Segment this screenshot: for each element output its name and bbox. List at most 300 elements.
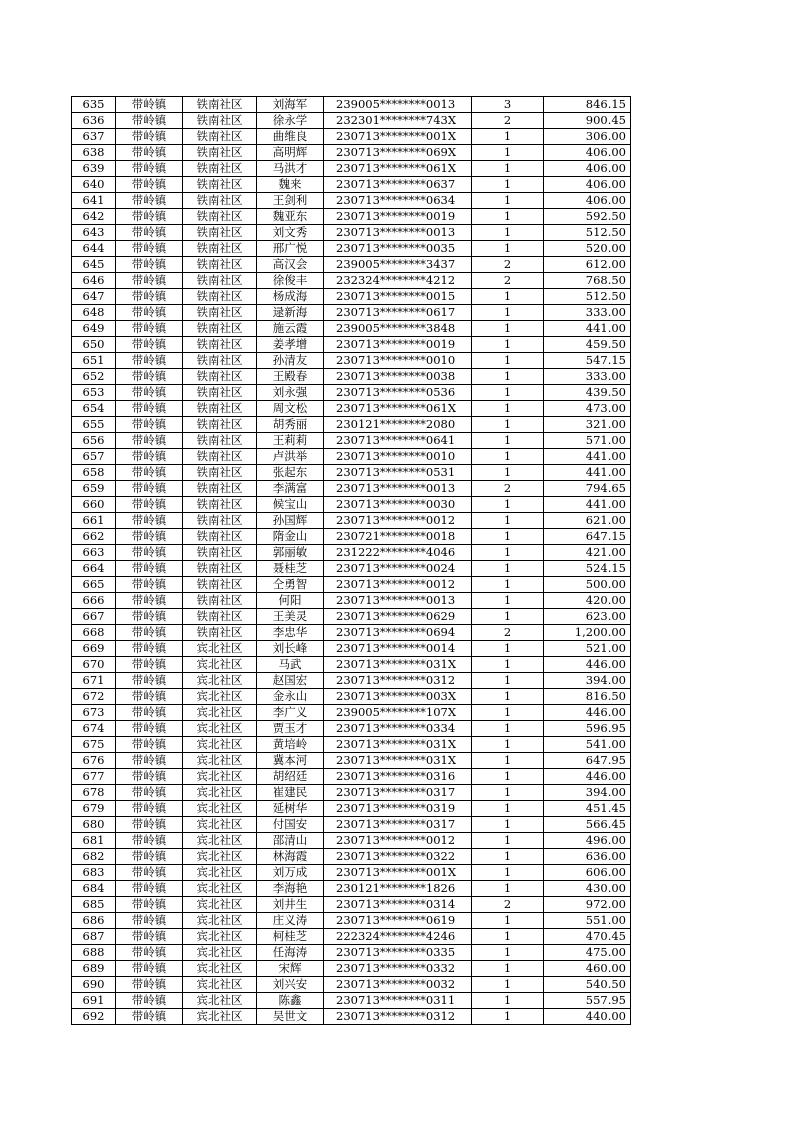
community-cell: 铁南社区 bbox=[183, 353, 257, 369]
name-cell: 张起东 bbox=[257, 465, 324, 481]
table-row bbox=[72, 833, 631, 849]
id-number-cell: 230713********0322 bbox=[324, 849, 472, 865]
amount-cell: 816.50 bbox=[544, 689, 631, 705]
row-number: 689 bbox=[72, 961, 116, 977]
table-row bbox=[72, 881, 631, 897]
name-cell: 贾玉才 bbox=[257, 721, 324, 737]
community-cell: 铁南社区 bbox=[183, 177, 257, 193]
table-row bbox=[72, 545, 631, 561]
row-number: 638 bbox=[72, 145, 116, 161]
row-number: 639 bbox=[72, 161, 116, 177]
count-cell: 2 bbox=[472, 257, 544, 273]
amount-cell: 441.00 bbox=[544, 449, 631, 465]
amount-cell: 470.45 bbox=[544, 929, 631, 945]
table-row bbox=[72, 177, 631, 193]
amount-cell: 571.00 bbox=[544, 433, 631, 449]
town-cell: 带岭镇 bbox=[116, 273, 183, 289]
name-cell: 卢洪举 bbox=[257, 449, 324, 465]
town-cell: 带岭镇 bbox=[116, 417, 183, 433]
town-cell: 带岭镇 bbox=[116, 721, 183, 737]
community-cell: 铁南社区 bbox=[183, 145, 257, 161]
count-cell: 1 bbox=[472, 241, 544, 257]
amount-cell: 647.95 bbox=[544, 753, 631, 769]
amount-cell: 606.00 bbox=[544, 865, 631, 881]
community-cell: 铁南社区 bbox=[183, 433, 257, 449]
count-cell: 3 bbox=[472, 97, 544, 113]
amount-cell: 551.00 bbox=[544, 913, 631, 929]
row-number: 683 bbox=[72, 865, 116, 881]
id-number-cell: 222324********4246 bbox=[324, 929, 472, 945]
table-row bbox=[72, 161, 631, 177]
name-cell: 隋金山 bbox=[257, 529, 324, 545]
row-number: 640 bbox=[72, 177, 116, 193]
amount-cell: 557.95 bbox=[544, 993, 631, 1009]
name-cell: 任海涛 bbox=[257, 945, 324, 961]
row-number: 653 bbox=[72, 385, 116, 401]
count-cell: 2 bbox=[472, 273, 544, 289]
id-number-cell: 232301********743X bbox=[324, 113, 472, 129]
town-cell: 带岭镇 bbox=[116, 849, 183, 865]
community-cell: 宾北社区 bbox=[183, 977, 257, 993]
table-row bbox=[72, 241, 631, 257]
town-cell: 带岭镇 bbox=[116, 321, 183, 337]
table-row bbox=[72, 273, 631, 289]
amount-cell: 547.15 bbox=[544, 353, 631, 369]
town-cell: 带岭镇 bbox=[116, 401, 183, 417]
table-row bbox=[72, 561, 631, 577]
row-number: 672 bbox=[72, 689, 116, 705]
name-cell: 姜孝增 bbox=[257, 337, 324, 353]
row-number: 677 bbox=[72, 769, 116, 785]
town-cell: 带岭镇 bbox=[116, 785, 183, 801]
community-cell: 铁南社区 bbox=[183, 241, 257, 257]
town-cell: 带岭镇 bbox=[116, 801, 183, 817]
amount-cell: 768.50 bbox=[544, 273, 631, 289]
amount-cell: 566.45 bbox=[544, 817, 631, 833]
id-number-cell: 230713********0619 bbox=[324, 913, 472, 929]
table-row bbox=[72, 945, 631, 961]
name-cell: 黄培岭 bbox=[257, 737, 324, 753]
community-cell: 铁南社区 bbox=[183, 465, 257, 481]
row-number: 684 bbox=[72, 881, 116, 897]
name-cell: 胡秀丽 bbox=[257, 417, 324, 433]
table-row bbox=[72, 609, 631, 625]
community-cell: 宾北社区 bbox=[183, 993, 257, 1009]
town-cell: 带岭镇 bbox=[116, 289, 183, 305]
amount-cell: 394.00 bbox=[544, 785, 631, 801]
town-cell: 带岭镇 bbox=[116, 913, 183, 929]
id-number-cell: 230713********0312 bbox=[324, 673, 472, 689]
count-cell: 1 bbox=[472, 433, 544, 449]
name-cell: 胡绍廷 bbox=[257, 769, 324, 785]
name-cell: 候宝山 bbox=[257, 497, 324, 513]
town-cell: 带岭镇 bbox=[116, 865, 183, 881]
community-cell: 铁南社区 bbox=[183, 113, 257, 129]
table-row bbox=[72, 849, 631, 865]
row-number: 665 bbox=[72, 577, 116, 593]
count-cell: 1 bbox=[472, 801, 544, 817]
count-cell: 1 bbox=[472, 209, 544, 225]
amount-cell: 420.00 bbox=[544, 593, 631, 609]
id-number-cell: 230713********0317 bbox=[324, 785, 472, 801]
community-cell: 铁南社区 bbox=[183, 369, 257, 385]
town-cell: 带岭镇 bbox=[116, 369, 183, 385]
table-row bbox=[72, 129, 631, 145]
count-cell: 1 bbox=[472, 1009, 544, 1025]
name-cell: 曲维良 bbox=[257, 129, 324, 145]
table-row bbox=[72, 257, 631, 273]
table-row bbox=[72, 417, 631, 433]
id-number-cell: 230713********0010 bbox=[324, 449, 472, 465]
count-cell: 1 bbox=[472, 849, 544, 865]
row-number: 644 bbox=[72, 241, 116, 257]
table-row bbox=[72, 577, 631, 593]
id-number-cell: 230713********031X bbox=[324, 753, 472, 769]
row-number: 688 bbox=[72, 945, 116, 961]
amount-cell: 1,200.00 bbox=[544, 625, 631, 641]
count-cell: 1 bbox=[472, 593, 544, 609]
id-number-cell: 230713********0617 bbox=[324, 305, 472, 321]
table-row bbox=[72, 385, 631, 401]
community-cell: 铁南社区 bbox=[183, 561, 257, 577]
table-row bbox=[72, 737, 631, 753]
count-cell: 1 bbox=[472, 417, 544, 433]
community-cell: 铁南社区 bbox=[183, 609, 257, 625]
table-row bbox=[72, 97, 631, 113]
table-row bbox=[72, 113, 631, 129]
table-row bbox=[72, 481, 631, 497]
name-cell: 林海霞 bbox=[257, 849, 324, 865]
amount-cell: 473.00 bbox=[544, 401, 631, 417]
name-cell: 宋辉 bbox=[257, 961, 324, 977]
amount-cell: 421.00 bbox=[544, 545, 631, 561]
town-cell: 带岭镇 bbox=[116, 993, 183, 1009]
town-cell: 带岭镇 bbox=[116, 129, 183, 145]
id-number-cell: 230713********0013 bbox=[324, 225, 472, 241]
community-cell: 铁南社区 bbox=[183, 161, 257, 177]
id-number-cell: 230713********0010 bbox=[324, 353, 472, 369]
community-cell: 宾北社区 bbox=[183, 673, 257, 689]
name-cell: 邢广悦 bbox=[257, 241, 324, 257]
town-cell: 带岭镇 bbox=[116, 97, 183, 113]
id-number-cell: 230713********0012 bbox=[324, 513, 472, 529]
town-cell: 带岭镇 bbox=[116, 561, 183, 577]
row-number: 650 bbox=[72, 337, 116, 353]
id-number-cell: 230713********0013 bbox=[324, 593, 472, 609]
community-cell: 宾北社区 bbox=[183, 721, 257, 737]
row-number: 658 bbox=[72, 465, 116, 481]
row-number: 642 bbox=[72, 209, 116, 225]
table-row bbox=[72, 337, 631, 353]
table-row bbox=[72, 1009, 631, 1025]
community-cell: 铁南社区 bbox=[183, 593, 257, 609]
name-cell: 邵清山 bbox=[257, 833, 324, 849]
town-cell: 带岭镇 bbox=[116, 465, 183, 481]
town-cell: 带岭镇 bbox=[116, 641, 183, 657]
town-cell: 带岭镇 bbox=[116, 945, 183, 961]
row-number: 643 bbox=[72, 225, 116, 241]
table-row bbox=[72, 497, 631, 513]
table-row bbox=[72, 817, 631, 833]
count-cell: 1 bbox=[472, 161, 544, 177]
id-number-cell: 230713********001X bbox=[324, 865, 472, 881]
amount-cell: 592.50 bbox=[544, 209, 631, 225]
count-cell: 1 bbox=[472, 929, 544, 945]
amount-cell: 394.00 bbox=[544, 673, 631, 689]
amount-cell: 441.00 bbox=[544, 497, 631, 513]
table-row bbox=[72, 289, 631, 305]
town-cell: 带岭镇 bbox=[116, 193, 183, 209]
id-number-cell: 230713********0311 bbox=[324, 993, 472, 1009]
name-cell: 庄义涛 bbox=[257, 913, 324, 929]
town-cell: 带岭镇 bbox=[116, 833, 183, 849]
count-cell: 1 bbox=[472, 753, 544, 769]
id-number-cell: 230713********0641 bbox=[324, 433, 472, 449]
count-cell: 1 bbox=[472, 545, 544, 561]
table-row bbox=[72, 641, 631, 657]
count-cell: 1 bbox=[472, 705, 544, 721]
town-cell: 带岭镇 bbox=[116, 241, 183, 257]
amount-cell: 512.50 bbox=[544, 289, 631, 305]
town-cell: 带岭镇 bbox=[116, 385, 183, 401]
amount-cell: 460.00 bbox=[544, 961, 631, 977]
community-cell: 宾北社区 bbox=[183, 849, 257, 865]
row-number: 686 bbox=[72, 913, 116, 929]
community-cell: 铁南社区 bbox=[183, 305, 257, 321]
amount-cell: 521.00 bbox=[544, 641, 631, 657]
count-cell: 1 bbox=[472, 785, 544, 801]
table-row bbox=[72, 433, 631, 449]
id-number-cell: 230713********0637 bbox=[324, 177, 472, 193]
row-number: 646 bbox=[72, 273, 116, 289]
count-cell: 1 bbox=[472, 833, 544, 849]
name-cell: 郭丽敏 bbox=[257, 545, 324, 561]
count-cell: 2 bbox=[472, 897, 544, 913]
amount-cell: 446.00 bbox=[544, 657, 631, 673]
amount-cell: 430.00 bbox=[544, 881, 631, 897]
name-cell: 杨成海 bbox=[257, 289, 324, 305]
name-cell: 陈鑫 bbox=[257, 993, 324, 1009]
name-cell: 施云霞 bbox=[257, 321, 324, 337]
row-number: 692 bbox=[72, 1009, 116, 1025]
row-number: 647 bbox=[72, 289, 116, 305]
row-number: 651 bbox=[72, 353, 116, 369]
town-cell: 带岭镇 bbox=[116, 1009, 183, 1025]
table-row bbox=[72, 353, 631, 369]
name-cell: 柯桂芝 bbox=[257, 929, 324, 945]
row-number: 649 bbox=[72, 321, 116, 337]
name-cell: 刘文秀 bbox=[257, 225, 324, 241]
amount-cell: 440.00 bbox=[544, 1009, 631, 1025]
name-cell: 王剑利 bbox=[257, 193, 324, 209]
amount-cell: 524.15 bbox=[544, 561, 631, 577]
amount-cell: 647.15 bbox=[544, 529, 631, 545]
count-cell: 1 bbox=[472, 337, 544, 353]
row-number: 663 bbox=[72, 545, 116, 561]
community-cell: 铁南社区 bbox=[183, 321, 257, 337]
count-cell: 1 bbox=[472, 689, 544, 705]
id-number-cell: 230713********031X bbox=[324, 657, 472, 673]
community-cell: 宾北社区 bbox=[183, 801, 257, 817]
amount-cell: 475.00 bbox=[544, 945, 631, 961]
count-cell: 1 bbox=[472, 305, 544, 321]
table-row bbox=[72, 993, 631, 1009]
name-cell: 刘兴安 bbox=[257, 977, 324, 993]
id-number-cell: 230713********0536 bbox=[324, 385, 472, 401]
town-cell: 带岭镇 bbox=[116, 529, 183, 545]
count-cell: 1 bbox=[472, 961, 544, 977]
row-number: 656 bbox=[72, 433, 116, 449]
count-cell: 1 bbox=[472, 993, 544, 1009]
id-number-cell: 230713********0030 bbox=[324, 497, 472, 513]
count-cell: 1 bbox=[472, 865, 544, 881]
count-cell: 1 bbox=[472, 609, 544, 625]
id-number-cell: 230713********069X bbox=[324, 145, 472, 161]
row-number: 641 bbox=[72, 193, 116, 209]
row-number: 667 bbox=[72, 609, 116, 625]
town-cell: 带岭镇 bbox=[116, 113, 183, 129]
table-row bbox=[72, 321, 631, 337]
town-cell: 带岭镇 bbox=[116, 753, 183, 769]
community-cell: 铁南社区 bbox=[183, 257, 257, 273]
amount-cell: 406.00 bbox=[544, 193, 631, 209]
amount-cell: 321.00 bbox=[544, 417, 631, 433]
count-cell: 1 bbox=[472, 673, 544, 689]
row-number: 657 bbox=[72, 449, 116, 465]
community-cell: 宾北社区 bbox=[183, 865, 257, 881]
community-cell: 宾北社区 bbox=[183, 897, 257, 913]
amount-cell: 846.15 bbox=[544, 97, 631, 113]
id-number-cell: 230713********0038 bbox=[324, 369, 472, 385]
town-cell: 带岭镇 bbox=[116, 705, 183, 721]
name-cell: 吴世文 bbox=[257, 1009, 324, 1025]
id-number-cell: 230713********0013 bbox=[324, 481, 472, 497]
amount-cell: 520.00 bbox=[544, 241, 631, 257]
row-number: 675 bbox=[72, 737, 116, 753]
row-number: 659 bbox=[72, 481, 116, 497]
count-cell: 1 bbox=[472, 401, 544, 417]
count-cell: 1 bbox=[472, 769, 544, 785]
community-cell: 宾北社区 bbox=[183, 753, 257, 769]
id-number-cell: 230713********0024 bbox=[324, 561, 472, 577]
name-cell: 魏亚东 bbox=[257, 209, 324, 225]
name-cell: 刘永强 bbox=[257, 385, 324, 401]
town-cell: 带岭镇 bbox=[116, 897, 183, 913]
id-number-cell: 230713********0332 bbox=[324, 961, 472, 977]
id-number-cell: 230713********061X bbox=[324, 161, 472, 177]
community-cell: 宾北社区 bbox=[183, 833, 257, 849]
community-cell: 铁南社区 bbox=[183, 545, 257, 561]
count-cell: 1 bbox=[472, 641, 544, 657]
community-cell: 宾北社区 bbox=[183, 881, 257, 897]
name-cell: 刘长峰 bbox=[257, 641, 324, 657]
id-number-cell: 230121********1826 bbox=[324, 881, 472, 897]
table-row bbox=[72, 305, 631, 321]
name-cell: 周文松 bbox=[257, 401, 324, 417]
count-cell: 1 bbox=[472, 561, 544, 577]
name-cell: 延树华 bbox=[257, 801, 324, 817]
community-cell: 铁南社区 bbox=[183, 209, 257, 225]
id-number-cell: 239005********3848 bbox=[324, 321, 472, 337]
table-row bbox=[72, 209, 631, 225]
name-cell: 李海艳 bbox=[257, 881, 324, 897]
table-row bbox=[72, 721, 631, 737]
town-cell: 带岭镇 bbox=[116, 353, 183, 369]
amount-cell: 441.00 bbox=[544, 465, 631, 481]
name-cell: 冀本河 bbox=[257, 753, 324, 769]
count-cell: 1 bbox=[472, 657, 544, 673]
amount-cell: 306.00 bbox=[544, 129, 631, 145]
count-cell: 1 bbox=[472, 145, 544, 161]
amount-cell: 636.00 bbox=[544, 849, 631, 865]
row-number: 670 bbox=[72, 657, 116, 673]
name-cell: 高明辉 bbox=[257, 145, 324, 161]
amount-cell: 540.50 bbox=[544, 977, 631, 993]
town-cell: 带岭镇 bbox=[116, 481, 183, 497]
name-cell: 李忠华 bbox=[257, 625, 324, 641]
count-cell: 1 bbox=[472, 497, 544, 513]
table-body bbox=[72, 97, 631, 1025]
table-row bbox=[72, 865, 631, 881]
amount-cell: 512.50 bbox=[544, 225, 631, 241]
row-number: 662 bbox=[72, 529, 116, 545]
row-number: 685 bbox=[72, 897, 116, 913]
community-cell: 宾北社区 bbox=[183, 689, 257, 705]
name-cell: 刘井生 bbox=[257, 897, 324, 913]
count-cell: 1 bbox=[472, 737, 544, 753]
town-cell: 带岭镇 bbox=[116, 513, 183, 529]
amount-cell: 446.00 bbox=[544, 705, 631, 721]
table-row bbox=[72, 801, 631, 817]
count-cell: 1 bbox=[472, 129, 544, 145]
amount-cell: 621.00 bbox=[544, 513, 631, 529]
count-cell: 1 bbox=[472, 385, 544, 401]
count-cell: 1 bbox=[472, 721, 544, 737]
community-cell: 铁南社区 bbox=[183, 193, 257, 209]
row-number: 666 bbox=[72, 593, 116, 609]
community-cell: 铁南社区 bbox=[183, 225, 257, 241]
count-cell: 1 bbox=[472, 321, 544, 337]
community-cell: 宾北社区 bbox=[183, 913, 257, 929]
id-number-cell: 230121********2080 bbox=[324, 417, 472, 433]
table-row bbox=[72, 977, 631, 993]
table-row bbox=[72, 529, 631, 545]
id-number-cell: 239005********3437 bbox=[324, 257, 472, 273]
row-number: 661 bbox=[72, 513, 116, 529]
id-number-cell: 230713********0035 bbox=[324, 241, 472, 257]
row-number: 648 bbox=[72, 305, 116, 321]
town-cell: 带岭镇 bbox=[116, 977, 183, 993]
id-number-cell: 230713********061X bbox=[324, 401, 472, 417]
amount-cell: 451.45 bbox=[544, 801, 631, 817]
name-cell: 王莉莉 bbox=[257, 433, 324, 449]
name-cell: 逯新海 bbox=[257, 305, 324, 321]
town-cell: 带岭镇 bbox=[116, 609, 183, 625]
amount-cell: 612.00 bbox=[544, 257, 631, 273]
community-cell: 宾北社区 bbox=[183, 705, 257, 721]
table-row bbox=[72, 897, 631, 913]
id-number-cell: 230713********0634 bbox=[324, 193, 472, 209]
name-cell: 崔建民 bbox=[257, 785, 324, 801]
count-cell: 1 bbox=[472, 945, 544, 961]
id-number-cell: 230713********0335 bbox=[324, 945, 472, 961]
row-number: 654 bbox=[72, 401, 116, 417]
town-cell: 带岭镇 bbox=[116, 961, 183, 977]
community-cell: 铁南社区 bbox=[183, 97, 257, 113]
table-row bbox=[72, 673, 631, 689]
row-number: 676 bbox=[72, 753, 116, 769]
count-cell: 1 bbox=[472, 977, 544, 993]
